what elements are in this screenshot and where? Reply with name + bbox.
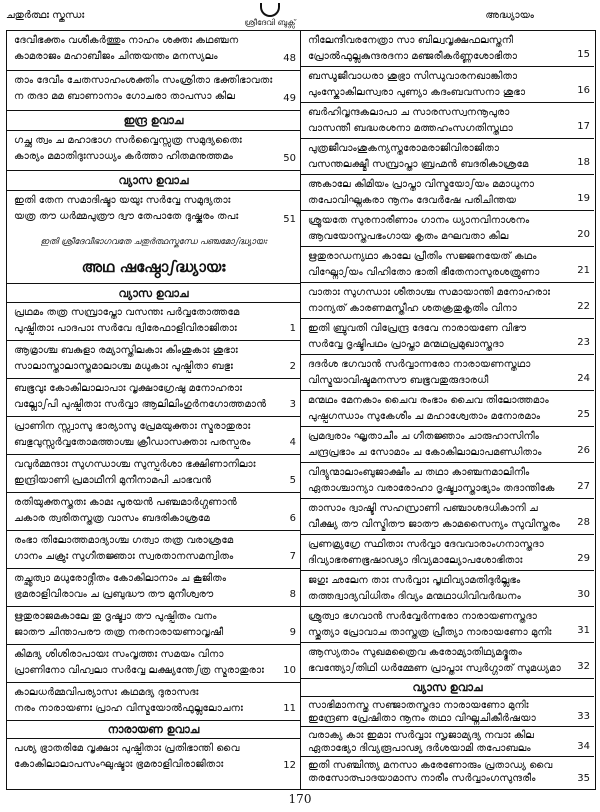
header-left: ചതുർത്ഥഃ സ്കന്ധഃ [6, 9, 85, 21]
verse-line: ബഭുവുസ്സർവ്വതോമത്താശ്ച ക്രീഡാസക്താഃ പരസ്പരം [14, 437, 251, 448]
verse [301, 607, 594, 643]
speaker-heading: വ്യാസ ഉവാച [7, 283, 300, 303]
verse-line: ബഭൂവുഃ കോകിലാലാപാഃ വൃക്ഷാഗ്രേഷു മനോഹരാഃ [14, 383, 242, 394]
verse-number: 3 [289, 399, 296, 410]
verse [7, 493, 300, 531]
verse-line: സാഭിമാനസ്തു സഞ്ജാതസ്തദാ നാരായണോ മുനിഃ [308, 700, 529, 711]
verse-number: 12 [283, 760, 296, 771]
verse-number: 1 [289, 323, 296, 334]
verse-line: വിഘ്നോഽയം വിഹിതോ ഭാതി ഭീതേനാസുരശത്രുണാ [308, 267, 540, 278]
verse-line: ദേവീഭക്തം വശീകർത്തും നാഹം ശക്തഃ കഥഞ്ചന [14, 35, 239, 46]
verse-number: 5 [289, 475, 296, 486]
header-right: അദ്ധ്യായം [485, 9, 534, 21]
verse-line: നാന്യത് കാരണമസ്തീഹ ശതക്രതുകൃതിം വിനാ [308, 303, 517, 314]
verse-number: 7 [289, 551, 296, 562]
verse [301, 757, 594, 788]
verse-table [6, 30, 596, 790]
verse [301, 139, 594, 175]
verse-line: ജഗുഃ ഛലേന താഃ സർവ്വാഃ പൃഥിവ്യാമതിദുർല്ലഭം [308, 575, 521, 586]
verse-line: പുഷ്പിതാഃ പാദപാഃ സർവേ ദ്വിരേഫാളിവിരാജിതാഃ [14, 323, 237, 334]
verse-line: നീലേന്ദീവരനേത്രാ സാ ബില്വവൃക്ഷഫലസ്തനീ [308, 35, 513, 46]
verse-line: ചന്ദ്രപ്രഭാം ച സോമാം ച കോകിലാലാപമണ്ഡിതാം [308, 447, 542, 458]
verse [7, 131, 300, 171]
verse [301, 727, 594, 757]
verse-line: വാതാഃ സുഗന്ധാഃ ശീതാശ്ച സമായാന്തി മനോഹരാഃ [308, 287, 551, 298]
verse [301, 571, 594, 607]
verse-number: 9 [289, 627, 296, 638]
verse [301, 283, 594, 319]
verse [301, 67, 594, 103]
verse-line: ശ്രൂയതേ സുരനാരീണാം ഗാനം ധ്യാനവിനാശനം [308, 215, 530, 226]
verse-number: 2 [289, 361, 296, 372]
verse [7, 645, 300, 683]
verse [301, 427, 594, 463]
verse-line: കാലധർമ്മവിപര്യാസഃ കഥമദ്യ ദുരാസദഃ [14, 687, 199, 698]
verse-line: പ്രഥമം തത്ര സമ്പ്രാപ്തോ വസന്തഃ പർവ്വതോത്തമേ [14, 307, 240, 318]
verse-number: 21 [577, 265, 590, 276]
verse-line: ഗാനം ചക്രുഃ സുഗീതജ്ഞാഃ സ്വരതാനസമന്വിതം [14, 551, 234, 562]
verse-line: നരം നാരായണഃ പ്രാഹ വിസ്മയോൽഫുല്ലലോചനഃ [14, 703, 243, 714]
right-column [301, 31, 594, 789]
verse-line: പുത്രജീവാംശുകന്യസ്തരോമരാജിവിരാജിതാ [308, 143, 500, 154]
verse-line: വസന്തലക്ഷ്മീ സമ്പ്രാപ്താ ബ്രഹ്മൻ ബദരികാശ്രമേ [308, 159, 529, 170]
verse-line: ശ്രുത്വാ ഭഗവാൻ സർവ്വേർന്നരോ നാരായണസ്തദാ [308, 611, 537, 622]
verse-line: പ്രോൽഫുല്ലകുന്ദരദനാ മഞ്ജരീകർണ്ണശോഭിതാ [308, 51, 518, 62]
verse-line: അകാലേ കിമിയം പ്രാപ്താ വിസ്മയോഽയം മമാധുനാ [308, 179, 535, 190]
verse-line: കാര്യം മമാതിദുഃസാധ്യം കർത്താ ഹിതമനുത്തമം [14, 151, 233, 162]
verse-line: തത്തദ്വാദ്യവിധിതം ദിവ്യം മന്മഥാധിവിവർദ്ധനം [308, 591, 521, 602]
verse-line: വരാക്യ കാഃ ഇമാഃ സർവ്വാഃ സൃജാമ്യദ്യ നവാഃ കില [308, 730, 535, 741]
verse [301, 175, 594, 211]
verse-line: കോകിലാലാപസംഘുഷ്ടാഃ ഭ്രമരാളിവിരാജിതാഃ [14, 759, 224, 770]
verse-line: വീക്ഷ്യ തൗ വിസ്മിതൗ ജാതൗ കാമസൈന്യം സുവിസ്തരം [308, 519, 560, 530]
verse-line: ഇതി തേന സമാദിഷ്ടാ യയുഃ സർവ്വേ സമുദ്യതാഃ [14, 195, 231, 206]
verse-number: 48 [283, 53, 296, 64]
verse-number: 20 [577, 229, 590, 240]
verse [301, 211, 594, 247]
verse-number: 10 [283, 665, 296, 676]
verse [7, 31, 300, 71]
verse-line: ബന്ധൂജീവാധരാ ശുഭ്രാ സിന്ധുവാരനഖാങ്കിതാ [308, 71, 518, 82]
verse-number: 16 [577, 85, 590, 96]
verse-line: ഗച്ഛ ത്വം ച മഹാഭാഗ സർവ്വൈസ്സത്ര സമുദ്യതൈഃ [14, 135, 242, 146]
verse-line: ഭവന്ത്യോഽതിഥി ധർമ്മേണ പ്രാപ്താഃ സ്വർഗ്ഗാത് സുമധ്യമാ [308, 663, 561, 674]
verse [7, 531, 300, 569]
publisher-name: ശ്രീദേവി ബുക്സ് [244, 17, 296, 27]
verse-line: ആസ്യതാം സുഖമത്രൈവ കരോമ്യാതിഥ്യമദ്ഭുതം [308, 647, 522, 658]
verse-line: വവുർമ്മന്ദാഃ സുഗന്ധാശ്ച സുസ്പർശാ ഭക്ഷിണാനിലാഃ [14, 459, 256, 470]
verse [7, 71, 300, 111]
page-number: 170 [288, 792, 312, 806]
verse-line: ഏതാശ്ചാന്യാ വരാരോഹാ ദൃഷ്ട്വാസ്താഭ്യാം തദാന്തികേ [308, 483, 555, 494]
verse-line: വിദ്യുന്മാലാംബുജാക്ഷീം ച തഥാ കാഞ്ചനമാലിനീം [308, 467, 530, 478]
verse-line: പശ്യ ഭ്രാതരിമേ വൃക്ഷാഃ പുഷ്പിതാഃ പ്രതിഭാന്തി വൈ [14, 743, 240, 754]
verse-number: 32 [577, 661, 590, 672]
verse-line: തപോവിഘ്നകരാ നൂനം ദേവർഷേ പരിചിന്തയ [308, 195, 517, 206]
page-header [6, 2, 594, 28]
verse-line: താസാം ദ്വാഷ്ടി സഹസ്രാണി പഞ്ചാശദധികാനി ച [308, 503, 538, 514]
left-column [7, 31, 301, 789]
verse-number: 27 [577, 481, 590, 492]
verse-line: രതിയുക്തസ്തതഃ കാമഃ പൂരയൻ പഞ്ചമാർഗ്ഗണാൻ [14, 497, 237, 508]
verse-number: 51 [283, 214, 296, 225]
verse-line: ജാതൗ ചിന്താപരൗ തത്ര നരനാരായണാവൃഷീ [14, 627, 224, 638]
verse-line: ഇന്ദ്രിയാണി പ്രമാഥീനി മുനീനാമപി ചാഭവൻ [14, 475, 212, 486]
verse-line: സാലാസ്താലാസ്തമാലാശ്ച മധുകാഃ പുഷ്പിതാ ബഭുഃ [14, 361, 233, 372]
verse-number: 19 [577, 193, 590, 204]
speaker-heading: ഇന്ദ്ര ഉവാച [7, 111, 300, 131]
verse-line: തരസോത്പാദയാമാസ നാരീം സർവ്വാംഗസുന്ദരീം [308, 773, 536, 784]
verse-line: ഭ്രമരാളിവിരാവം ച പ്രബുദ്ധൗ തൗ മുനീശ്വരൗ [14, 589, 214, 600]
verse-line: വല്ലോഽപി പുഷ്പിതാഃ സർവ്വാ ആലിലിംഗുർനഗോത്തമാൻ [14, 399, 267, 410]
verse-line: ഋതുരാജമകാലേ തു ദൃഷ്ട്വാ തൗ പുഷ്പിതം വനം [14, 611, 217, 622]
verse-number: 25 [577, 409, 590, 420]
verse [301, 247, 594, 283]
verse-number: 11 [283, 703, 296, 714]
verse-number: 15 [577, 49, 590, 60]
verse-number: 22 [577, 301, 590, 312]
verse [7, 455, 300, 493]
chapter-title: അഥ ഷഷ്ഠോഽദ്ധ്യായഃ [81, 258, 226, 276]
verse-number: 29 [577, 553, 590, 564]
speaker-heading: നാരായണ ഉവാച [7, 721, 300, 739]
verse [301, 499, 594, 535]
verse-number: 17 [577, 121, 590, 132]
verse-line: തച്ഛൃത്വാ മധുരോദ്ഗീതം കോകിലാനാം ച കൂജിതം [14, 573, 227, 584]
speaker-heading: വ്യാസ ഉവാച [301, 679, 594, 697]
verse-line: ഏതാഭ്യോ ദിവ്യരൂപാഢ്യ ദർശയാമി തപോബലം [308, 743, 531, 754]
verse-line: വിസ്മയാവിഷ്ടമനസൗ ബഭൂവതുരുദാരധീ [308, 375, 489, 386]
verse-number: 49 [283, 93, 296, 104]
verse-number: 6 [289, 513, 296, 524]
verse-line: പുംസ്കോകിലസ്വരാ പുണ്യാ കദംബവസനാ ശുഭാ [308, 87, 526, 98]
verse [7, 683, 300, 721]
verse [301, 535, 594, 571]
verse-line: വാസന്തീ ബദ്ധരശനാ മത്തഹംസഗതിസ്തഥാ [308, 123, 513, 134]
verse [301, 643, 594, 679]
verse-line: ന തദാ മമ ബാണാനാം ഗോചരാ താപസാ കില [14, 91, 235, 102]
verse-number: 33 [577, 711, 590, 722]
verse-line: പ്രാണിനോ വിഹ്വലാ സർവ്വേ ലക്ഷ്യന്തേഽത്ര സ്മരാതുരാഃ [14, 665, 264, 676]
verse [7, 417, 300, 455]
verse-line: ഋതുരാഡന്യഥാ കാലേ പ്രീതിം സജ്ജനയേത് കഥം [308, 251, 537, 262]
verse [7, 569, 300, 607]
verse-number: 50 [283, 153, 296, 164]
verse [301, 319, 594, 355]
verse-line: പുഷ്പഗന്ധാം സുകേശീം ച മഹാശ്വേതാം മനോരമാം [308, 411, 541, 422]
speaker-heading: വ്യാസ ഉവാച [7, 171, 300, 191]
verse-line: ആവയോസ്തപഭംഗായ കൃതം മഘവതാ കില [308, 231, 509, 242]
verse-line: ചകാര ത്വരിതസ്തത്ര വാസം ബദരികാശ്രമേ [14, 513, 210, 524]
verse-line: യത്ര തൗ ധർമ്മപുത്രൗ ദ്വൗ തേപാതേ ദുഷ്കരം തപഃ [14, 211, 239, 222]
verse-number: 4 [289, 437, 296, 448]
verse-line: സർവ്വേ ദൃഷ്ടിപഥം പ്രാപ്താ മന്മഥപ്രമുഖാസ്തദാ [308, 339, 504, 350]
verse [301, 103, 594, 139]
verse-line: പ്രാണിന സ്സ്വാസു ഭാര്യാസു പ്രേമയുക്താഃ സ്മരാതുരാഃ [14, 421, 251, 432]
verse [7, 341, 300, 379]
verse [7, 191, 300, 231]
verse [7, 379, 300, 417]
verse-line: ഇതി സഞ്ചിന്ത്യ മനസാ കരേണോരും പ്രതാഡ്യ വൈ [308, 760, 553, 771]
verse-line: സ്തുത്യാ പ്രോവാച താസ്തത്ര പ്രീത്യാ നാരായണോ മുനിഃ [308, 627, 552, 638]
verse-number: 8 [289, 589, 296, 600]
verse [301, 31, 594, 67]
verse-line: ദിവ്യാഭരണഭൂഷാഢ്യാ ദിവ്യമാല്യോപശോഭിതാഃ [308, 555, 523, 566]
verse-line: മന്മഥം മേനകാം ചൈവ രംഭാം ചൈവ തിലോത്തമാം [308, 395, 549, 406]
verse [7, 607, 300, 645]
verse-number: 18 [577, 157, 590, 168]
chapter-colophon: ഇതി ശ്രീദേവീഭാഗവതേ ചതുർത്ഥസ്കന്ധേ പഞ്ചമോഽദ്ധ്യായഃ [40, 237, 267, 247]
verse-line: കിമദ്യ ശിശിരാപായഃ സംവൃത്തഃ സമയം വിനാ [14, 649, 224, 660]
verse-line: ഇന്ദ്രേണ പ്രേഷിതാ നൂനം തഥാ വിഘ്നചികീർഷയാ [308, 713, 536, 724]
verse-number: 30 [577, 589, 590, 600]
verse [301, 463, 594, 499]
verse-number: 34 [577, 741, 590, 752]
verse-line: കാമരാജം മഹാബീജം ചിന്തയന്തം മനസ്യലം [14, 51, 218, 62]
verse [301, 355, 594, 391]
verse-line: ഇതി ബ്രുവതി വിപ്രേന്ദ്ര ദേവേ നാരായണേ വിഭൗ [308, 323, 527, 334]
verse-line: ബർഹിവൃന്ദകലാപാ ച സാരസസ്വനനൂപുരാ [308, 107, 510, 118]
publisher-logo [245, 3, 296, 28]
verse [301, 697, 594, 727]
verse-number: 31 [577, 625, 590, 636]
verse [7, 303, 300, 341]
lamp-icon [260, 3, 280, 17]
verse [7, 739, 300, 777]
verse-number: 23 [577, 337, 590, 348]
verse-line: താം ദേവീം ചേതസാഹംശക്തിം സംശ്രിതാ ഭക്തിഭാവതഃ [14, 75, 273, 86]
verse-number: 24 [577, 373, 590, 384]
verse-number: 28 [577, 517, 590, 528]
verse-line: ആമ്രാശ്ച ബകുളാ രമ്യാസ്തിലകാഃ കിംശുകാഃ ശുഭാഃ [14, 345, 238, 356]
verse-line: ദദർശ ഭഗവാൻ സർവ്വാന്നരോ നാരായണസ്തഥാ [308, 359, 531, 370]
verse-number: 35 [577, 773, 590, 784]
verse-line: പ്രണമ്യ്രഗ്രേ സ്ഥിതാഃ സർവ്വാ ദേവവാരാംഗനാസ്തദാ [308, 539, 544, 550]
verse [301, 391, 594, 427]
verse-line: രംഭാ തിലോത്തമാദ്യാശ്ച ഗത്വാ തത്ര വരാശ്രമേ [14, 535, 234, 546]
verse-number: 26 [577, 445, 590, 456]
verse-line: പ്രമദ്വരാം ഘൃതാചീം ച ഗീതജ്ഞാം ചാരുഹാസിനീം [308, 431, 539, 442]
